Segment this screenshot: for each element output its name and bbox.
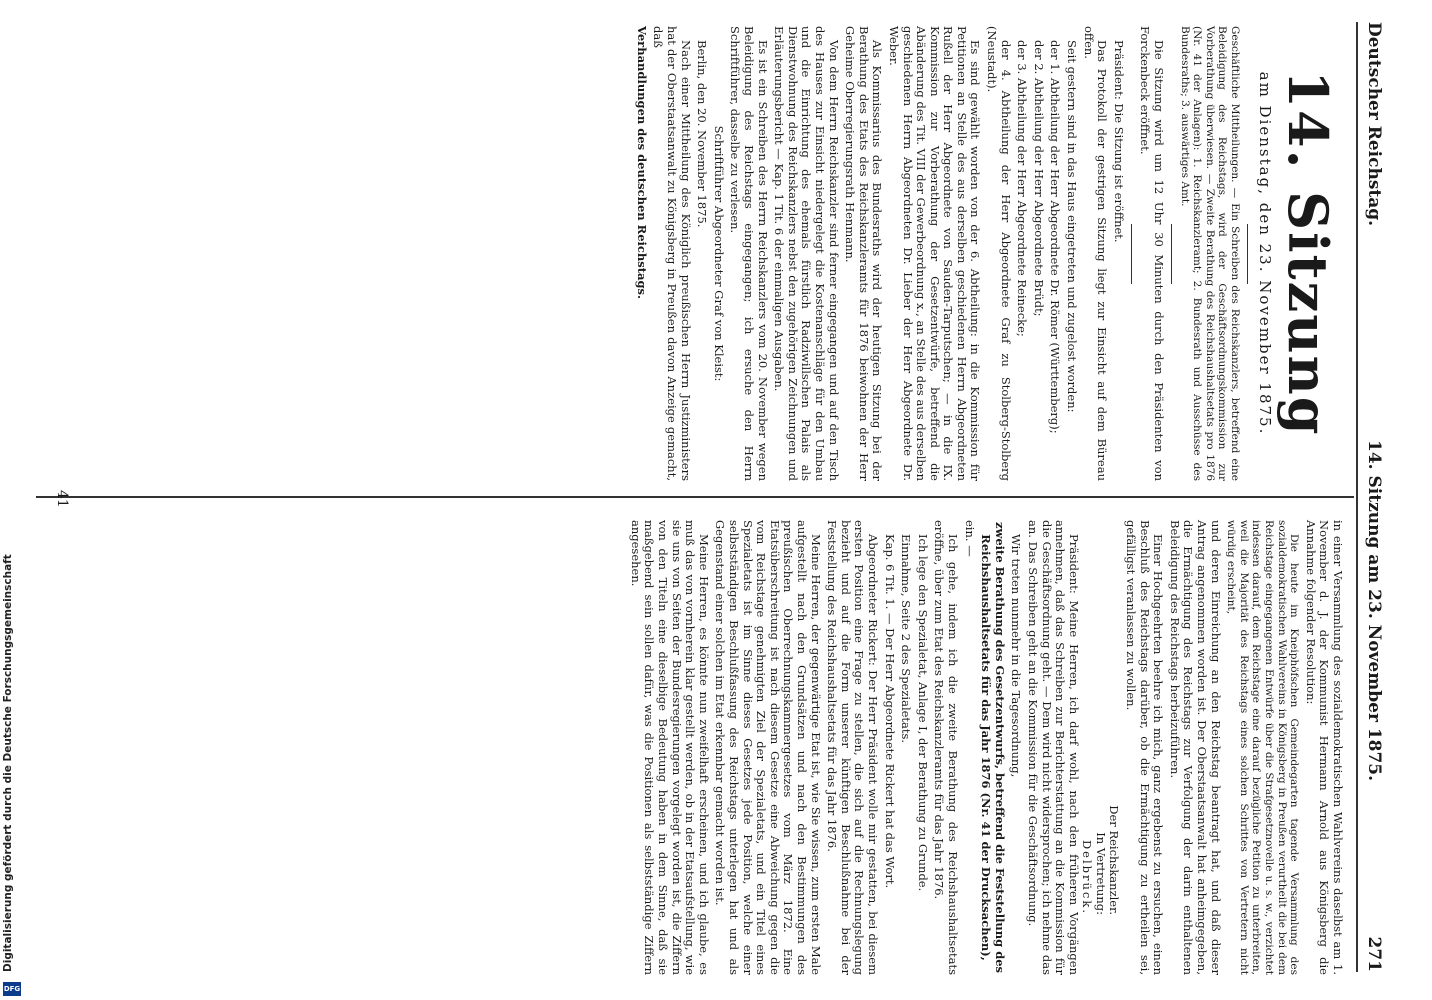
digitization-credit: Digitalisierung gefördert durch die Deutsche Forschungsgemeinschaft: [2, 554, 14, 972]
divider: [1171, 224, 1172, 284]
elections-text: Es sind gewählt worden von der 6. Abtheilung: in die Kommission für Petitionen an Stelle des aus derselben geschiedenen Herrn Abgeordneten Rußell der Herr Abgeordnete von Sauden-Tarputschen; — in die IX. Kommission zur Vorberathung der Gesetzentwürfe, betreffend die Abänderung des Tit. VIII der Gewerbeordnung x., an Stelle des aus derselben geschiedenen Herrn Abgeordneten Dr. Lieber der Herr Abgeordnete Dr. Weber.: [886, 26, 983, 481]
speech-paragraph: Meine Herren, es könnte nun zweifelhaft erscheinen, und ich glaube, es muß das von vornherein klar gestellt werden, ob in der Etatsaufstellung, wie sie uns von Seiten der Bundesregierungen vorgelegt worden ist, die Ziffern von den Titeln eine dieselbige Bedeutung haben in dem Sinne, daß sie maßgebend sein sollen dafür, was die Positionen als selbstständige Ziffern angesehen.: [628, 520, 711, 975]
column-rule: [36, 496, 1354, 498]
page-footer-number: 41: [54, 490, 70, 508]
reader-name: Schriftführer Abgeordneter Graf von Kleist:: [711, 125, 726, 382]
divider: [1131, 224, 1132, 284]
letter-paragraph: und deren Einreichung an den Reichstag beantragt hat, und daß dieser Antrag angenommen worden ist. Der Oberstaatsanwalt hat anheimgegeben, die Ermächtigung des Reichstags zur Verfolgung der darin enthaltenen Beleidigung des Reichstags herbeizuführen.: [1167, 520, 1223, 975]
speech-paragraph: Abgeordneter Rickert: Der Herr Präsident wolle mir gestatten, bei diesem ersten Position eine Frage zu stellen, die sich auf die Rechnungslegung bezieht und auf die Form unserer künftigen Beschlußnahme bei der Feststellung des Reichshaushaltsetats für das Jahr 1876.: [825, 520, 880, 975]
protocol-text: Das Protokoll der gestrigen Sitzung liegt zur Einsicht auf dem Büreau offen.: [1081, 26, 1110, 481]
division-4: der 4. Abtheilung der Herr Abgeordnete Graf zu Stolberg-Stolberg (Neustadt).: [985, 26, 1013, 481]
agenda-item-tail: ein. —: [962, 520, 977, 557]
session-title: 14. Sitzung: [1276, 70, 1340, 437]
resolution-quote: Die heute im Kneiphöfschen Gemeindegarten tagende Versammlung des sozialdemokratischen Wahlvereins in Königsberg in Preußen verurtheilt die bei dem Reichstage eingegangenen Entwürfe über die Strafgesetznovelle u. s. w., verzichtet indessen darauf, dem Reichstage eine darauf bezügliche Petition zu unterbreiten, weil die Majorität des Reichstags eines solchen Schrittes von Vertretern nicht würdig erscheint,: [1225, 520, 1301, 975]
division-1: der 1. Abtheilung der Herr Abgeordnete Dr. Römer (Württemberg);: [1048, 40, 1063, 434]
revenue-heading: Einnahme, Seite 2 des Spezialetats.: [899, 534, 914, 744]
header-middle: 14. Sitzung am 23. November 1875.: [1364, 440, 1384, 782]
signature-title: Der Reichskanzler.: [1107, 805, 1122, 915]
left-column: [631, 26, 1344, 481]
agenda-item: zweite Berathung des Gesetzentwurfs, betreffend die Feststellung des Reichshaushaltsetats für das Jahr 1876 (Nr. 41 der Drucksachen),: [979, 521, 1007, 974]
speech-paragraph: Meine Herren, der gegenwärtige Etat ist, wie Sie wissen, zum ersten Male aufgestellt nach den Grundsätzen und nach den Bestimmungen des preußischen Oberrechnungskammergesetzes vom März 1872. Eine Etatsüberschreitung ist nach diesem Gesetze eine Abweichung gegen die vom Reichstage genehmigten Ziel der Spezialetats, und ein Titel eines Spezialetats ist im Sinne dieses Gesetzes jede Position, welche einer selbstständigen Beschlußfassung des Reichstags unterlegen hat und als Gegenstand einer solchen im Etat erkennbar gemacht worden ist.: [713, 520, 823, 975]
agenda-transition: Wir treten nunmehr in die Tagesordnung,: [1009, 534, 1024, 778]
received-documents-text: Von dem Herrn Reichskanzler sind ferner eingegangen und auf den Tisch des Hauses zur Einsicht niedergelegt die Kostenanschläge für den Umbau und die Einrichtung des ehemals fürstlich Radziwillschen Palais als Dienstwohnung des Reichskanzlers nebst den zugehörigen Zeichnungen und Erläuterungsbericht — Kap. 1 Tit. 6 der einmaligen Ausgaben.: [772, 26, 841, 481]
header-left: Deutscher Reichstag.: [1364, 22, 1384, 227]
header-page-number: 271: [1364, 936, 1384, 972]
new-members-text: Seit gestern sind in das Haus eingetreten und zugelost worden:: [1065, 40, 1080, 413]
dfg-logo: DFG: [3, 982, 21, 996]
divider: [1247, 224, 1248, 284]
signature-name: Delbrück.: [1080, 839, 1095, 915]
budget-opening: Ich gehe, indem ich die zweite Berathung des Reichshaushaltsetats eröffne, über zum Etat des Reichskanzleramts für das Jahr 1876.: [932, 520, 960, 975]
letter-intro: Es ist ein Schreiben des Herrn Reichskanzlers vom 20. November wegen Beleidigung des Reichstags eingegangen; ich ersuche den Herrn Schriftführer, dasselbe zu verlesen.: [728, 26, 770, 481]
running-header: [1356, 22, 1388, 972]
letter-continuation: in einer Versammlung des sozialdemokratischen Wahlvereins daselbst am 1. November d. J. der Kommunist Hermann Arnold aus Königsberg die Annahme folgender Resolution:: [1303, 520, 1345, 975]
speaker-call: Kap. 6 Tit. 1. — Der Herr Abgeordnete Rickert hat das Wort.: [882, 534, 897, 889]
agenda-summary: Geschäftliche Mittheilungen. — Ein Schreiben des Reichskanzlers, betreffend eine Beleidigung des Reichstags, wird der Geschäftsordnungskommission zur Vorberathung überwiesen. — Zweite Berathung des Reichshaushaltsetats pro 1876 (Nr. 41 der Anlagen): 1. Reichskanzleramt; 2. Bundesrath und Ausschüsse des Bundesraths; 3. auswärtiges Amt.: [1178, 26, 1241, 481]
right-column: [625, 520, 1344, 975]
opening-text: Die Sitzung wird um 12 Uhr 30 Minuten durch den Präsidenten von Forckenbeck eröffnet.: [1138, 26, 1167, 481]
division-2: der 2. Abtheilung der Herr Abgeordnete Brüdt;: [1031, 40, 1046, 317]
president-statement: Präsident: Die Sitzung ist eröffnet.: [1111, 40, 1126, 243]
president-statement: Präsident: Meine Herren, ich darf wohl, nach den früheren Vorgängen annehmen, daß das Schreiben zur Berichterstattung an die Kommission für die Geschäftsordnung geht. — Dem wird nicht widersprochen; ich nehme das an. Das Schreiben geht an die Kommission für die Geschäftsordnung.: [1025, 520, 1081, 975]
signature-representation: In Vertretung:: [1093, 832, 1108, 915]
session-date: am Dienstag, den 23. November 1875.: [1256, 71, 1274, 436]
digitization-note: [0, 0, 28, 1000]
special-budget: Ich lege den Spezialetat, Anlage I, der Berathung zu Grunde.: [915, 534, 930, 892]
letter-place-date: Berlin, den 20. November 1875.: [695, 40, 710, 228]
footer-title: Verhandlungen des deutschen Reichstags.: [634, 26, 649, 300]
letter-request: Einer Hochgeehrten beehre ich mich, ganz ergebenst zu ersuchen, einen Beschluß des Reichstags darüber, ob die Ermächtigung zu ertheilen sei, gefälligst veranlassen zu wollen.: [1124, 520, 1166, 975]
letter-body: Nach einer Mittheilung des Königlich preußischen Herrn Justizministers hat der Oberstaatsanwalt zu Königsberg in Preußen davon Anzeige gemacht, daß: [651, 26, 693, 481]
division-3: der 3. Abtheilung der Herr Abgeordnete Reinecke;: [1015, 40, 1030, 337]
commissioner-text: Als Kommissarius des Bundesraths wird der heutigen Sitzung bei der Berathung des Etats des Reichskanzleramts für 1876 beiwohnen der Herr Geheime Oberregierungsrath Henmann.: [843, 26, 885, 481]
